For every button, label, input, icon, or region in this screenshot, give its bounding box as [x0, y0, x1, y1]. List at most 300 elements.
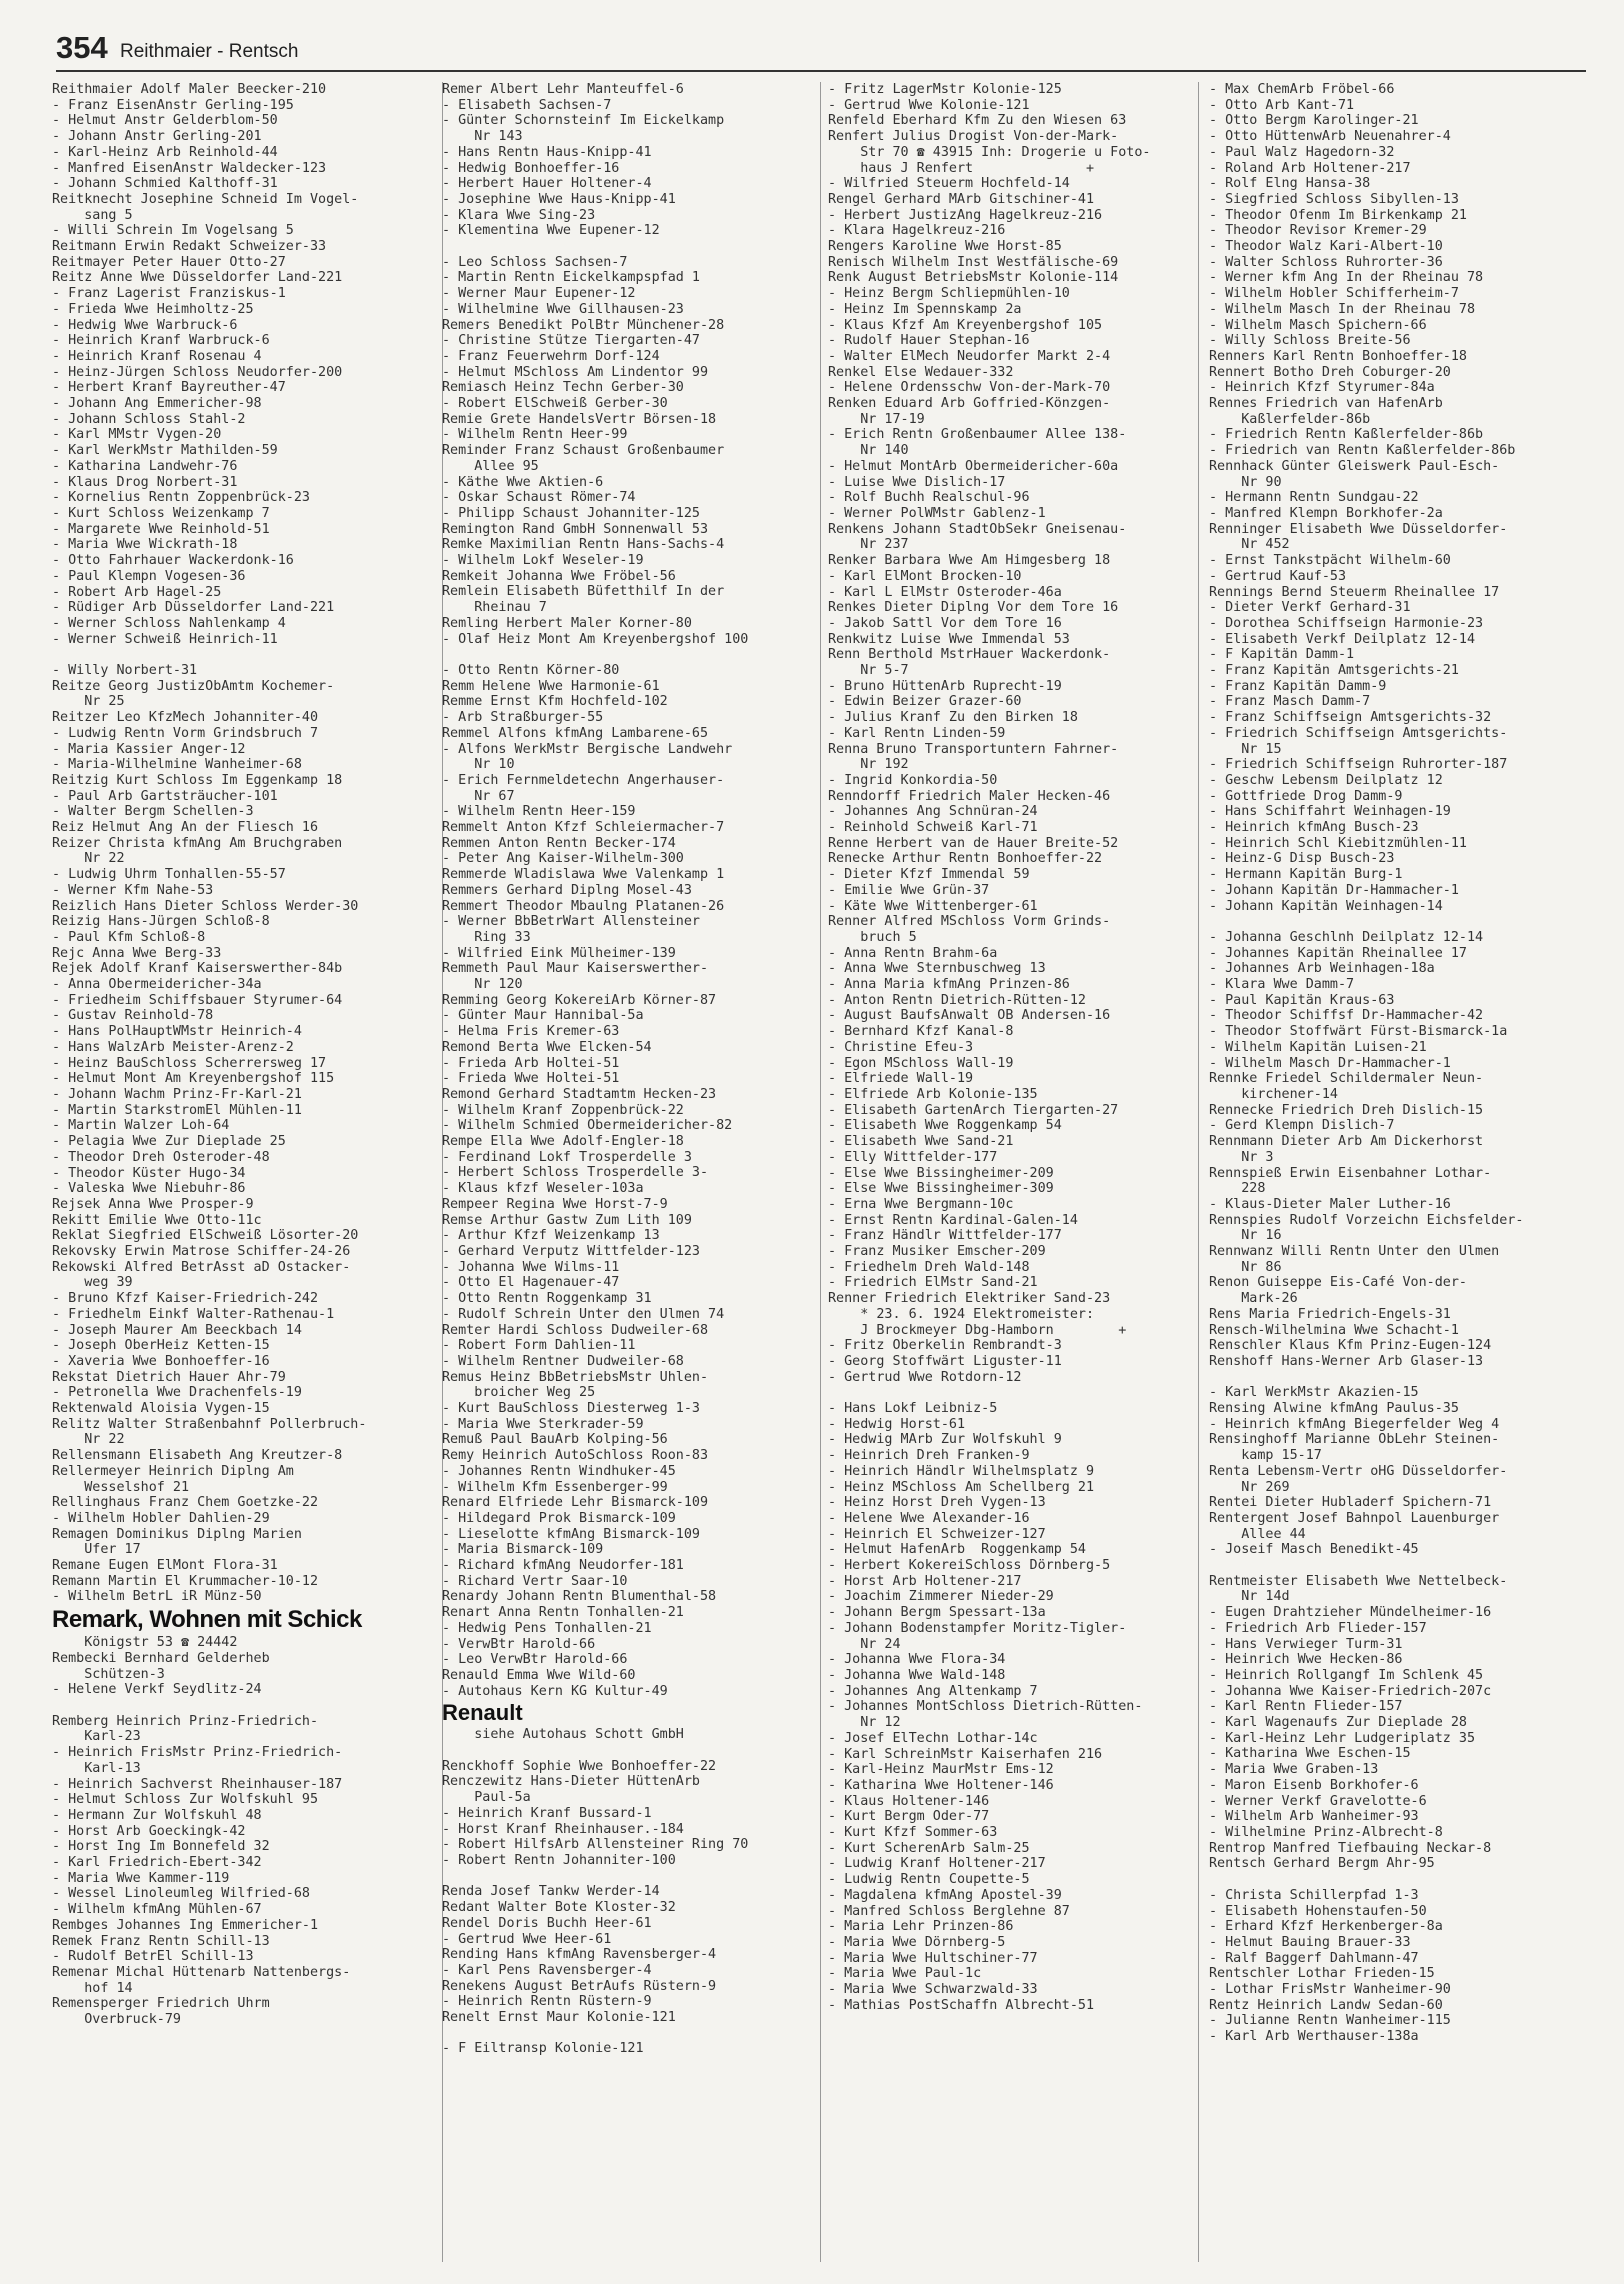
directory-entry: Renner Friedrich Elektriker Sand-23: [828, 1291, 1111, 1307]
directory-entry: Rensch-Wilhelmina Wwe Schacht-1: [1209, 1322, 1459, 1338]
directory-entry: Remie Grete HandelsVertr Börsen-18: [442, 411, 717, 427]
directory-entry: - Herbert Schloss Trosperdelle 3-: [442, 1165, 709, 1181]
directory-entry: - Werner PolWMstr Gablenz-1: [828, 505, 1046, 521]
directory-entry: - Emilie Wwe Grün-37: [828, 882, 990, 898]
directory-entry: - Günter Maur Hannibal-5a: [442, 1008, 644, 1024]
directory-entry: - Philipp Schaust Johanniter-125: [442, 505, 700, 521]
directory-entry: - Heinrich El Schweizer-127: [828, 1526, 1046, 1542]
directory-entry: - Rudolf Schrein Unter den Ulmen 74: [442, 1306, 725, 1322]
directory-entry: - Ludwig Rentn Vorm Grindsbruch 7: [52, 725, 319, 741]
directory-entry: - Anna Wwe Sternbuschweg 13: [828, 961, 1046, 977]
directory-entry: - Käte Wwe Wittenberger-61: [828, 898, 1038, 914]
directory-entry: - Johann Bodenstampfer Moritz-Tigler-: [828, 1620, 1127, 1636]
directory-entry: Remy Heinrich AutoSchloss Roon-83: [442, 1448, 709, 1464]
directory-entry: - Paul Klempn Vogesen-36: [52, 568, 246, 584]
directory-entry: - Klara Hagelkreuz-216: [828, 223, 1006, 239]
directory-entry: Renner Alfred MSchloss Vorm Grinds-: [828, 914, 1111, 930]
directory-entry: Rellermeyer Heinrich Diplng Am: [52, 1463, 294, 1479]
directory-entry: Rejek Adolf Kranf Kaiserswerther-84b: [52, 961, 343, 977]
directory-entry: - Wilhelm Kapitän Luisen-21: [1209, 1039, 1427, 1055]
directory-entry: - Josef ElTechn Lothar-14c: [828, 1730, 1038, 1746]
directory-entry: - Heinz Im Spennskamp 2a: [828, 301, 1022, 317]
directory-entry: Reizlich Hans Dieter Schloss Werder-30: [52, 898, 359, 914]
directory-entry: - Hermann Zur Wolfskuhl 48: [52, 1807, 262, 1823]
directory-entry: Rens Maria Friedrich-Engels-31: [1209, 1306, 1451, 1322]
directory-entry: - Georg Stoffwärt Liguster-11: [828, 1353, 1062, 1369]
directory-entry: - Friedrich van Rentn Kaßlerfelder-86b: [1209, 443, 1516, 459]
directory-entry: - Joseif Masch Benedikt-45: [1209, 1542, 1419, 1558]
directory-entry: - Klaus kfzf Weseler-103a: [442, 1181, 644, 1197]
directory-entry: - Rudolf BetrEl Schill-13: [52, 1949, 254, 1965]
directory-entry: - Julianne Rentn Wanheimer-115: [1209, 2013, 1451, 2029]
directory-entry: - Lothar FrisMstr Wanheimer-90: [1209, 1982, 1451, 1998]
directory-entry: Redant Walter Bote Kloster-32: [442, 1900, 676, 1916]
directory-entry: - Katharina Landwehr-76: [52, 458, 238, 474]
directory-entry: - Maria Kassier Anger-12: [52, 741, 246, 757]
directory-entry: Nr 14d: [1209, 1589, 1290, 1605]
directory-entry: - Willy Schloss Breite-56: [1209, 333, 1411, 349]
directory-entry: Nr 86: [1209, 1259, 1282, 1275]
directory-entry: - Herbert Hauer Holtener-4: [442, 176, 652, 192]
directory-entry: Nr 90: [1209, 474, 1282, 490]
directory-entry: - Hedwig Pens Tonhallen-21: [442, 1620, 652, 1636]
directory-entry: [1209, 1370, 1589, 1386]
directory-entry: - Helene Wwe Alexander-16: [828, 1510, 1030, 1526]
directory-entry: Remenar Michal Hüttenarb Nattenbergs-: [52, 1964, 351, 1980]
directory-entry: - Johann Wachm Prinz-Fr-Karl-21: [52, 1086, 302, 1102]
advertisement-heading: Remark, Wohnen mit Schick: [52, 1606, 362, 1634]
directory-entry: Rengers Karoline Wwe Horst-85: [828, 239, 1062, 255]
directory-entry: - Maria Wwe Kammer-119: [52, 1870, 230, 1886]
directory-entry: - Hans Lokf Leibniz-5: [828, 1401, 998, 1417]
directory-entry: Renart Anna Rentn Tonhallen-21: [442, 1605, 684, 1621]
directory-entry: - Karl ElMont Brocken-10: [828, 568, 1022, 584]
directory-entry: - Heinz Horst Dreh Vygen-13: [828, 1495, 1046, 1511]
directory-entry: - Ernst Rentn Kardinal-Galen-14: [828, 1212, 1078, 1228]
directory-entry: Remer Albert Lehr Manteuffel-6: [442, 82, 684, 97]
directory-entry: - Dorothea Schiffseign Harmonie-23: [1209, 615, 1484, 631]
directory-entry: - Josephine Wwe Haus-Knipp-41: [442, 191, 676, 207]
directory-entry: - Pelagia Wwe Zur Dieplade 25: [52, 1134, 286, 1150]
directory-entry: Ring 33: [442, 929, 531, 945]
directory-entry: - Wessel Linoleumleg Wilfried-68: [52, 1886, 310, 1902]
directory-entry: Reizer Christa kfmAng Am Bruchgraben: [52, 835, 343, 851]
directory-entry: Nr 25: [52, 694, 125, 710]
column-divider: [1198, 82, 1199, 2262]
directory-entry: Nr 5-7: [828, 663, 909, 679]
directory-entry: - Erich Rentn Großenbaumer Allee 138-: [828, 427, 1127, 443]
directory-entry: - Dieter Verkf Gerhard-31: [1209, 600, 1411, 616]
directory-entry: - Wilfried Eink Mülheimer-139: [442, 945, 676, 961]
directory-entry: Remkeit Johanna Wwe Fröbel-56: [442, 568, 676, 584]
directory-entry: - Helene Verkf Seydlitz-24: [52, 1682, 262, 1698]
directory-entry: - Ludwig Rentn Coupette-5: [828, 1872, 1030, 1888]
directory-entry: - Leo Schloss Sachsen-7: [442, 254, 628, 270]
directory-entry: Remek Franz Rentn Schill-13: [52, 1933, 270, 1949]
directory-entry: Remm Helene Wwe Harmonie-61: [442, 678, 660, 694]
directory-entry: - Wilhelm Masch Spichern-66: [1209, 317, 1427, 333]
directory-entry: - Wilfried Steuerm Hochfeld-14: [828, 176, 1070, 192]
directory-entry: Remse Arthur Gastw Zum Lith 109: [442, 1212, 692, 1228]
directory-entry: - Kurt Bergm Oder-77: [828, 1809, 990, 1825]
directory-entry: - Karl-Heinz Arb Reinhold-44: [52, 144, 278, 160]
directory-entry: - Heinrich kfmAng Biegerfelder Weg 4: [1209, 1416, 1500, 1432]
directory-entry: - Franz Lagerist Franziskus-1: [52, 286, 286, 302]
directory-entry: - Wilhelm Masch Dr-Hammacher-1: [1209, 1055, 1451, 1071]
directory-entry: - Gottfriede Drog Damm-9: [1209, 788, 1403, 804]
directory-entry: Ufer 17: [52, 1542, 141, 1558]
directory-entry: Reitze Georg JustizObAmtm Kochemer-: [52, 678, 335, 694]
directory-entry: - Werner Kfm Nahe-53: [52, 882, 214, 898]
directory-entry: - Wilhelm Rentner Dudweiler-68: [442, 1353, 684, 1369]
directory-entry: Rennmann Dieter Arb Am Dickerhorst: [1209, 1134, 1484, 1150]
directory-entry: Allee 44: [1209, 1526, 1306, 1542]
directory-entry: - Klaus Kfzf Am Kreyenbergshof 105: [828, 317, 1103, 333]
directory-entry: - Petronella Wwe Drachenfels-19: [52, 1385, 302, 1401]
directory-entry: - Heinrich Händlr Wilhelmsplatz 9: [828, 1463, 1095, 1479]
directory-entry: - Heinrich kfmAng Busch-23: [1209, 820, 1419, 836]
directory-entry: Rekowski Alfred BetrAsst aD Ostacker-: [52, 1259, 351, 1275]
directory-entry: - Karl-Heinz Lehr Ludgeriplatz 35: [1209, 1730, 1476, 1746]
directory-entry: - Wilhelm Schmied Obermeidericher-82: [442, 1118, 733, 1134]
directory-entry: - Egon MSchloss Wall-19: [828, 1055, 1014, 1071]
directory-entry: Remming Georg KokereiArb Körner-87: [442, 992, 717, 1008]
directory-entry: - Elisabeth Wwe Roggenkamp 54: [828, 1118, 1062, 1134]
directory-entry: - Horst Arb Goeckingk-42: [52, 1823, 246, 1839]
directory-entry: - Theodor Dreh Osteroder-48: [52, 1149, 270, 1165]
directory-entry: - Heinz-G Disp Busch-23: [1209, 851, 1395, 867]
directory-entry: - Werner Schweiß Heinrich-11: [52, 631, 278, 647]
directory-entry: - Hermann Kapitän Burg-1: [1209, 867, 1403, 883]
directory-entry: - Peter Ang Kaiser-Wilhelm-300: [442, 851, 684, 867]
directory-entry: Remus Heinz BbBetriebsMstr Uhlen-: [442, 1369, 709, 1385]
directory-entry: Renfert Julius Drogist Von-der-Mark-: [828, 129, 1119, 145]
directory-entry: - Franz Kapitän Amtsgerichts-21: [1209, 663, 1459, 679]
directory-entry: Reitzig Kurt Schloss Im Eggenkamp 18: [52, 772, 343, 788]
directory-entry: - Theodor Revisor Kremer-29: [1209, 223, 1427, 239]
directory-entry: Renker Barbara Wwe Am Himgesberg 18: [828, 553, 1111, 569]
directory-entry: Nr 237: [828, 537, 909, 553]
directory-entry: - Dieter Kfzf Immendal 59: [828, 867, 1030, 883]
directory-entry: Remann Martin El Krummacher-10-12: [52, 1573, 319, 1589]
directory-entry: Renschler Klaus Kfm Prinz-Eugen-124: [1209, 1338, 1492, 1354]
directory-entry: Remiasch Heinz Techn Gerber-30: [442, 380, 684, 396]
directory-entry: - Johann Anstr Gerling-201: [52, 129, 262, 145]
directory-entry: - Ingrid Konkordia-50: [828, 772, 998, 788]
directory-entry: - Johanna Wwe Wald-148: [828, 1668, 1006, 1683]
directory-entry: - Theodor Stoffwärt Fürst-Bismarck-1a: [1209, 1024, 1508, 1040]
directory-entry: - Manfred Schloss Berglehne 87: [828, 1903, 1070, 1919]
directory-entry: Nr 140: [828, 443, 909, 459]
directory-entry: - Heinrich Rentn Rüstern-9: [442, 1994, 652, 2010]
directory-entry: - Wilhelm Kranf Zoppenbrück-22: [442, 1102, 684, 1118]
directory-entry: - Heinrich Wwe Hecken-86: [1209, 1652, 1403, 1668]
directory-entry: - Theodor Walz Kari-Albert-10: [1209, 239, 1443, 255]
directory-entry: - Maria Wwe Hultschiner-77: [828, 1950, 1038, 1966]
directory-entry: Nr 120: [442, 977, 523, 993]
directory-entry: - Robert Rentn Johanniter-100: [442, 1853, 676, 1868]
directory-entry: - Robert HilfsArb Allensteiner Ring 70: [442, 1837, 749, 1853]
directory-entry: Rektenwald Aloisia Vygen-15: [52, 1401, 270, 1417]
directory-entry: sang 5: [52, 207, 133, 223]
directory-entry: - Ralf Baggerf Dahlmann-47: [1209, 1950, 1419, 1966]
directory-entry: - Anna Maria kfmAng Prinzen-86: [828, 977, 1070, 993]
directory-entry: - Maron Eisenb Borkhofer-6: [1209, 1777, 1419, 1793]
directory-entry: Rellinghaus Franz Chem Goetzke-22: [52, 1495, 319, 1511]
directory-entry: - Gertrud Wwe Heer-61: [442, 1931, 612, 1947]
directory-entry: - Erhard Kfzf Herkenberger-8a: [1209, 1919, 1443, 1935]
directory-entry: - Kurt Schloss Weizenkamp 7: [52, 505, 270, 521]
directory-entry: Renda Josef Tankw Werder-14: [442, 1884, 660, 1900]
directory-entry: Remmert Theodor Mbaulng Platanen-26: [442, 898, 725, 914]
directory-entry: - Karl Rentn Flieder-157: [1209, 1699, 1403, 1715]
directory-entry: - Heinrich Rollgangf Im Schlenk 45: [1209, 1667, 1484, 1683]
directory-entry: Nr 3: [1209, 1149, 1274, 1165]
directory-entry: - Horst Arb Holtener-217: [828, 1573, 1022, 1589]
directory-entry: Rending Hans kfmAng Ravensberger-4: [442, 1947, 717, 1963]
directory-entry: - Johannes Ang Altenkamp 7: [828, 1683, 1038, 1699]
directory-entry: - Elfriede Wall-19: [828, 1071, 974, 1087]
directory-entry: - Helmut Bauing Brauer-33: [1209, 1934, 1411, 1950]
directory-entry: Renta Lebensm-Vertr oHG Düsseldorfer-: [1209, 1463, 1508, 1479]
directory-entry: - Hermann Rentn Sundgau-22: [1209, 490, 1419, 506]
directory-entry: Renninger Elisabeth Wwe Düsseldorfer-: [1209, 521, 1508, 537]
directory-entry: Renne Herbert van de Hauer Breite-52: [828, 835, 1119, 851]
directory-entry: - Walter ElMech Neudorfer Markt 2-4: [828, 348, 1111, 364]
directory-entry: - Ludwig Uhrm Tonhallen-55-57: [52, 867, 286, 883]
directory-entry: - Heinz BauSchloss Scherrersweg 17: [52, 1055, 327, 1071]
directory-entry: - Otto Bergm Karolinger-21: [1209, 113, 1419, 129]
directory-entry: - Wilhelm Hobler Schifferheim-7: [1209, 286, 1459, 302]
directory-entry: - Johanna Geschlnh Deilplatz 12-14: [1209, 929, 1484, 945]
directory-entry: - Paul Kfm Schloß-8: [52, 929, 206, 945]
directory-entry: - Friedrich Arb Flieder-157: [1209, 1620, 1427, 1636]
directory-entry: - F Kapitän Damm-1: [1209, 647, 1355, 663]
directory-entry: Rejsek Anna Wwe Prosper-9: [52, 1196, 254, 1212]
directory-entry: - Karl Friedrich-Ebert-342: [52, 1855, 262, 1871]
directory-entry: - Klara Wwe Sing-23: [442, 207, 596, 223]
directory-entry: - Otto El Hagenauer-47: [442, 1275, 620, 1291]
directory-entry: Rempeer Regina Wwe Horst-7-9: [442, 1196, 668, 1212]
directory-entry: - Robert Arb Hagel-25: [52, 584, 222, 600]
directory-entry: - Elisabeth Sachsen-7: [442, 97, 612, 113]
directory-entry: Nr 269: [1209, 1479, 1290, 1495]
directory-entry: Reklat Siegfried ElSchweiß Lösorter-20: [52, 1228, 359, 1244]
directory-entry: - Willy Norbert-31: [52, 663, 198, 678]
directory-entry: [1209, 1558, 1589, 1574]
directory-entry: - Otto Arb Kant-71: [1209, 97, 1355, 113]
directory-entry: - Mathias PostSchaffn Albrecht-51: [828, 1997, 1095, 2013]
directory-entry: - Maria-Wilhelmine Wanheimer-68: [52, 757, 302, 773]
directory-entry: siehe Autohaus Schott GmbH: [442, 1727, 684, 1743]
directory-entry: Rembges Johannes Ing Emmericher-1: [52, 1917, 319, 1933]
directory-entry: Overbruck-79: [52, 2012, 181, 2028]
directory-entry: - Johann Kapitän Weinhagen-14: [1209, 898, 1443, 914]
directory-entry: - Klaus-Dieter Maler Luther-16: [1209, 1196, 1451, 1212]
directory-entry: - Katharina Wwe Holtener-146: [828, 1777, 1054, 1793]
directory-entry: - Wilhelm Rentn Heer-99: [442, 427, 628, 443]
directory-entry: Renken Eduard Arb Goffried-Könzgen-: [828, 396, 1111, 412]
directory-entry: - Elisabeth Verkf Deilplatz 12-14: [1209, 631, 1476, 647]
directory-entry: Rengel Gerhard MArb Gitschiner-41: [828, 191, 1095, 207]
directory-entry: - Bernhard Kfzf Kanal-8: [828, 1024, 1014, 1040]
directory-entry: - Heinz-Jürgen Schloss Neudorfer-200: [52, 364, 343, 380]
directory-entry: Remme Ernst Kfm Hochfeld-102: [442, 694, 668, 710]
directory-entry: Rentrop Manfred Tiefbauing Neckar-8: [1209, 1840, 1492, 1856]
directory-entry: Schützen-3: [52, 1666, 165, 1682]
directory-entry: - Theodor Küster Hugo-34: [52, 1165, 246, 1181]
directory-entry: - F Eiltransp Kolonie-121: [442, 2041, 644, 2057]
directory-entry: - Max ChemArb Fröbel-66: [1209, 82, 1395, 97]
directory-entry: - Otto HüttenwArb Neuenahrer-4: [1209, 129, 1451, 145]
directory-entry: - Maria Wwe Graben-13: [1209, 1762, 1379, 1778]
directory-entry: Renn Berthold MstrHauer Wackerdonk-: [828, 647, 1111, 663]
directory-entry: - Manfred EisenAnstr Waldecker-123: [52, 160, 327, 176]
directory-entry: Reitz Anne Wwe Düsseldorfer Land-221: [52, 270, 343, 286]
page-number: 354: [56, 30, 108, 65]
directory-entry: Renkes Dieter Diplng Vor dem Tore 16: [828, 600, 1119, 616]
directory-entry: - Lieselotte kfmAng Bismarck-109: [442, 1526, 700, 1542]
directory-entry: Allee 95: [442, 458, 539, 474]
directory-entry: - Gertrud Kauf-53: [1209, 568, 1347, 584]
directory-entry: Rekstat Dietrich Hauer Ahr-79: [52, 1369, 286, 1385]
page-header: [56, 30, 1586, 72]
directory-entry: - Geschw Lebensm Deilplatz 12: [1209, 772, 1443, 788]
directory-entry: Rekovsky Erwin Matrose Schiffer-24-26: [52, 1244, 351, 1260]
directory-entry: Renekens August BetrAufs Rüstern-9: [442, 1978, 717, 1994]
directory-entry: - Anna Obermeidericher-34a: [52, 977, 262, 993]
directory-entry: - Franz Händlr Wittfelder-177: [828, 1228, 1062, 1244]
directory-entry: - Elisabeth Wwe Sand-21: [828, 1134, 1014, 1150]
directory-entry: - Helma Fris Kremer-63: [442, 1024, 620, 1040]
directory-entry: - Bruno HüttenArb Ruprecht-19: [828, 678, 1062, 694]
directory-entry: - Roland Arb Holtener-217: [1209, 160, 1411, 176]
directory-entry: - Elfriede Arb Kolonie-135: [828, 1087, 1038, 1102]
directory-entry: - Christine Stütze Tiergarten-47: [442, 333, 700, 349]
directory-entry: - Richard Vertr Saar-10: [442, 1573, 628, 1589]
directory-entry: Reitmann Erwin Redakt Schweizer-33: [52, 239, 327, 255]
directory-entry: Renkel Else Wedauer-332: [828, 364, 1014, 380]
directory-entry: - Frieda Arb Holtei-51: [442, 1055, 620, 1071]
directory-entry: - Ferdinand Lokf Trosperdelle 3: [442, 1149, 692, 1165]
directory-entry: - Hedwig Horst-61: [828, 1416, 966, 1432]
directory-entry: - Elly Wittfelder-177: [828, 1149, 998, 1165]
directory-entry: - Johann Bergm Spessart-13a: [828, 1605, 1046, 1621]
directory-entry: - Klementina Wwe Eupener-12: [442, 223, 660, 239]
directory-entry: Wesselshof 21: [52, 1479, 190, 1495]
directory-entry: Renckhoff Sophie Wwe Bonhoeffer-22: [442, 1758, 717, 1774]
directory-entry: - Wilhelm Hobler Dahlien-29: [52, 1510, 270, 1526]
directory-entry: - Edwin Beizer Grazer-60: [828, 694, 1022, 710]
directory-entry: Rennwanz Willi Rentn Unter den Ulmen: [1209, 1244, 1500, 1260]
directory-entry: Rennes Friedrich van HafenArb: [1209, 396, 1443, 412]
directory-entry: - Else Wwe Bissingheimer-209: [828, 1165, 1054, 1181]
directory-column-4: [1209, 82, 1589, 2262]
directory-entry: Renisch Wilhelm Inst Westfälische-69: [828, 254, 1119, 270]
directory-entry: - Johann Schloss Stahl-2: [52, 411, 246, 427]
directory-entry: Rempe Ella Wwe Adolf-Engler-18: [442, 1134, 684, 1150]
directory-entry: - Martin StarkstromEl Mühlen-11: [52, 1102, 302, 1118]
directory-entry: - Autohaus Kern KG Kultur-49: [442, 1683, 668, 1699]
directory-entry: - Karl Wagenaufs Zur Dieplade 28: [1209, 1715, 1467, 1731]
directory-entry: Karl-23: [52, 1729, 141, 1745]
directory-entry: - Friedhelm Dreh Wald-148: [828, 1259, 1030, 1275]
directory-entry: Remmelt Anton Kfzf Schleiermacher-7: [442, 820, 725, 836]
directory-entry: - Otto Fahrhauer Wackerdonk-16: [52, 553, 294, 569]
directory-entry: - Heinz MSchloss Am Schellberg 21: [828, 1479, 1095, 1495]
directory-entry: - Johann Kapitän Dr-Hammacher-1: [1209, 882, 1459, 898]
directory-entry: - Heinrich Kranf Rosenau 4: [52, 348, 262, 364]
directory-entry: Renfeld Eberhard Kfm Zu den Wiesen 63: [828, 113, 1127, 129]
directory-entry: Renshoff Hans-Werner Arb Glaser-13: [1209, 1353, 1484, 1369]
directory-entry: - Maria Wwe Dörnberg-5: [828, 1934, 1006, 1950]
directory-entry: Remers Benedikt PolBtr Münchener-28: [442, 317, 725, 333]
directory-entry: [442, 2026, 812, 2042]
advertisement-heading: Renault: [442, 1700, 523, 1726]
directory-entry: - Johannes Arb Weinhagen-18a: [1209, 961, 1435, 977]
directory-entry: - Katharina Wwe Eschen-15: [1209, 1746, 1411, 1762]
directory-entry: Remling Herbert Maler Korner-80: [442, 615, 692, 631]
directory-entry: Nr 192: [828, 757, 909, 773]
directory-entry: Reitzer Leo KfzMech Johanniter-40: [52, 710, 319, 726]
directory-entry: - Jakob Sattl Vor dem Tore 16: [828, 615, 1062, 631]
directory-entry: Rembecki Bernhard Gelderheb: [52, 1650, 270, 1666]
directory-entry: Rennspies Rudolf Vorzeichn Eichsfelder-: [1209, 1212, 1524, 1228]
directory-entry: - Kornelius Rentn Zoppenbrück-23: [52, 490, 310, 506]
directory-entry: - Luise Wwe Dislich-17: [828, 474, 1006, 490]
directory-entry: Rentz Heinrich Landw Sedan-60: [1209, 1997, 1443, 2013]
directory-entry: bruch 5: [828, 929, 917, 945]
directory-entry: - Hedwig MArb Zur Wolfskuhl 9: [828, 1432, 1062, 1448]
directory-entry: Renauld Emma Wwe Wild-60: [442, 1667, 636, 1683]
directory-entry: - Wilhelm Masch In der Rheinau 78: [1209, 301, 1476, 317]
directory-entry: - Fritz LagerMstr Kolonie-125: [828, 82, 1062, 97]
directory-entry: Remond Berta Wwe Elcken-54: [442, 1039, 652, 1055]
directory-entry: - Karl WerkMstr Akazien-15: [1209, 1385, 1419, 1401]
directory-entry: [828, 1385, 1198, 1401]
directory-entry: - Friedhelm Einkf Walter-Rathenau-1: [52, 1306, 335, 1322]
directory-entry: Rentei Dieter Hubladerf Spichern-71: [1209, 1495, 1492, 1511]
directory-entry: Rennspieß Erwin Eisenbahner Lothar-: [1209, 1165, 1492, 1181]
directory-entry: Remagen Dominikus Diplng Marien: [52, 1526, 302, 1542]
directory-entry: [442, 239, 812, 255]
directory-entry: - Heinrich Dreh Franken-9: [828, 1448, 1030, 1464]
directory-entry: - Elisabeth GartenArch Tiergarten-27: [828, 1102, 1119, 1118]
directory-entry: - Franz Schiffseign Amtsgerichts-32: [1209, 710, 1492, 726]
directory-entry: - Friedheim Schiffsbauer Styrumer-64: [52, 992, 343, 1008]
directory-entry: - Karl WerkMstr Mathilden-59: [52, 443, 278, 459]
directory-entry: - Friedrich Rentn Kaßlerfelder-86b: [1209, 427, 1484, 443]
directory-entry: - Margarete Wwe Reinhold-51: [52, 521, 270, 537]
directory-entry: - Julius Kranf Zu den Birken 18: [828, 710, 1078, 726]
directory-entry: - Günter Schornsteinf Im Eickelkamp: [442, 113, 725, 129]
directory-entry: Nr 15: [1209, 741, 1282, 757]
directory-entry: Renecke Arthur Rentn Bonhoeffer-22: [828, 851, 1103, 867]
directory-entry: [1209, 1872, 1589, 1888]
directory-entry: - Helmut MSchloss Am Lindentor 99: [442, 364, 709, 380]
directory-entry: [52, 1698, 412, 1714]
directory-entry: - Paul Kapitän Kraus-63: [1209, 992, 1395, 1008]
directory-entry: Renners Karl Rentn Bonhoeffer-18: [1209, 348, 1467, 364]
column-divider: [820, 82, 821, 2262]
directory-entry: - Hans WalzArb Meister-Arenz-2: [52, 1039, 294, 1055]
directory-entry: - Otto Rentn Körner-80: [442, 662, 620, 678]
directory-entry: - Joseph Maurer Am Beeckbach 14: [52, 1322, 302, 1338]
directory-entry: - Kurt ScherenArb Salm-25: [828, 1840, 1030, 1856]
directory-entry: - Christa Schillerpfad 1-3: [1209, 1887, 1419, 1903]
directory-entry: Nr 22: [52, 1432, 125, 1448]
directory-entry: - Franz Masch Damm-7: [1209, 694, 1371, 710]
